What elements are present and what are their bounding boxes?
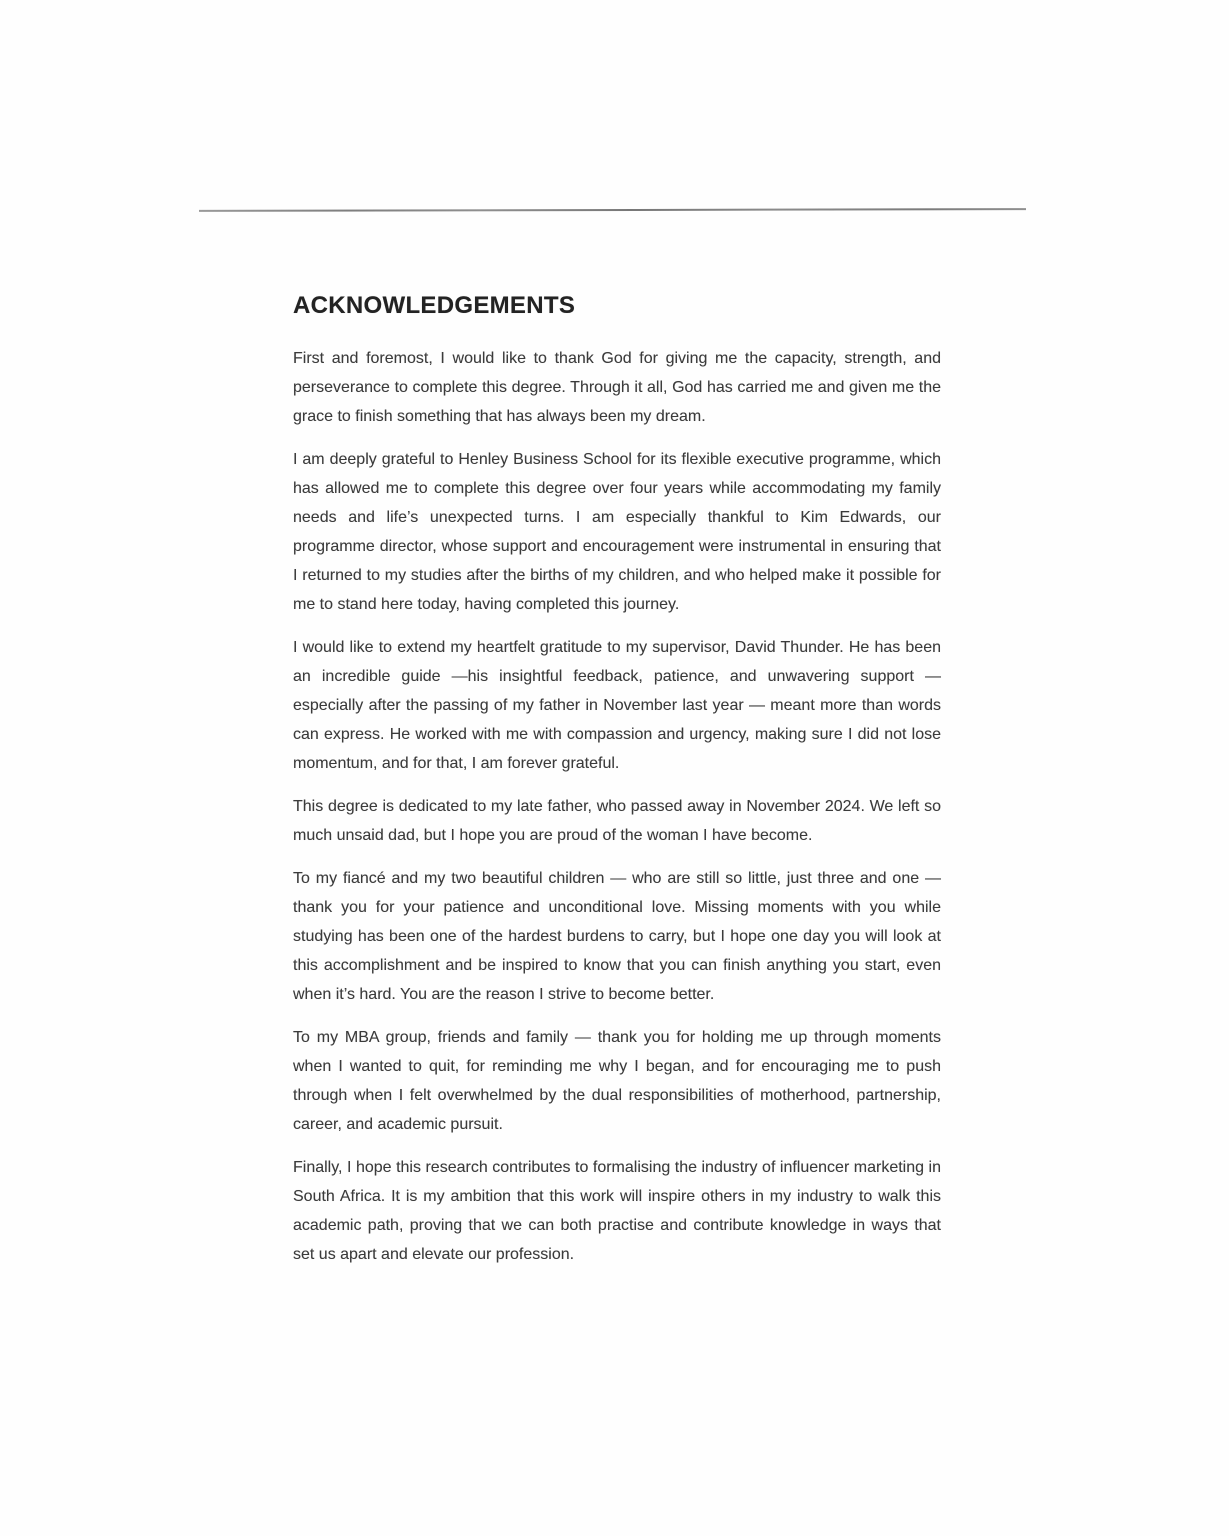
- paragraph-research-contribution: Finally, I hope this research contributes to formalising the industry of influencer marketing in South Africa. It is my ambition that this work will inspire others in my industry to walk this academic path, proving that we can both practise and contribute knowledge in ways that set us apart and elevate our profession.: [293, 1159, 941, 1263]
- acknowledgements-section: [293, 294, 941, 1269]
- page-title: ACKNOWLEDGEMENTS: [293, 292, 576, 319]
- paragraph-thanks-god: First and foremost, I would like to thank God for giving me the capacity, strength, and perseverance to complete this degree. Through it all, God has carried me and given me the grace to finish something that has always been my dream.: [293, 350, 941, 425]
- paragraph-fiance-children: To my fiancé and my two beautiful children — who are still so little, just three and one — thank you for your patience and unconditional love. Missing moments with you while studying has been one of the hardest burdens to carry, but I hope one day you will look at this accomplishment and be inspired to know that you can finish anything you start, even when it’s hard. You are the reason I strive to become better.: [293, 870, 941, 1003]
- paragraph-supervisor: I would like to extend my heartfelt gratitude to my supervisor, David Thunder. He has been an incredible guide —his insightful feedback, patience, and unwavering support — especially after the passing of my father in November last year — meant more than words can express. He worked with me with compassion and urgency, making sure I did not lose momentum, and for that, I am forever grateful.: [293, 639, 941, 772]
- paragraph-dedication-father: This degree is dedicated to my late father, who passed away in November 2024. We left so much unsaid dad, but I hope you are proud of the woman I have become.: [293, 798, 941, 844]
- header-divider: [199, 208, 1026, 212]
- paragraph-henley-business-school: I am deeply grateful to Henley Business School for its flexible executive programme, which has allowed me to complete this degree over four years while accommodating my family needs and life’s unexpected turns. I am especially thankful to Kim Edwards, our programme director, whose support and encouragement were instrumental in ensuring that I returned to my studies after the births of my children, and who helped make it possible for me to stand here today, having completed this journey.: [293, 451, 941, 613]
- paragraph-mba-group: To my MBA group, friends and family — thank you for holding me up through moments when I wanted to quit, for reminding me why I began, and for encouraging me to push through when I felt overwhelmed by the dual responsibilities of motherhood, partnership, career, and academic pursuit.: [293, 1029, 941, 1133]
